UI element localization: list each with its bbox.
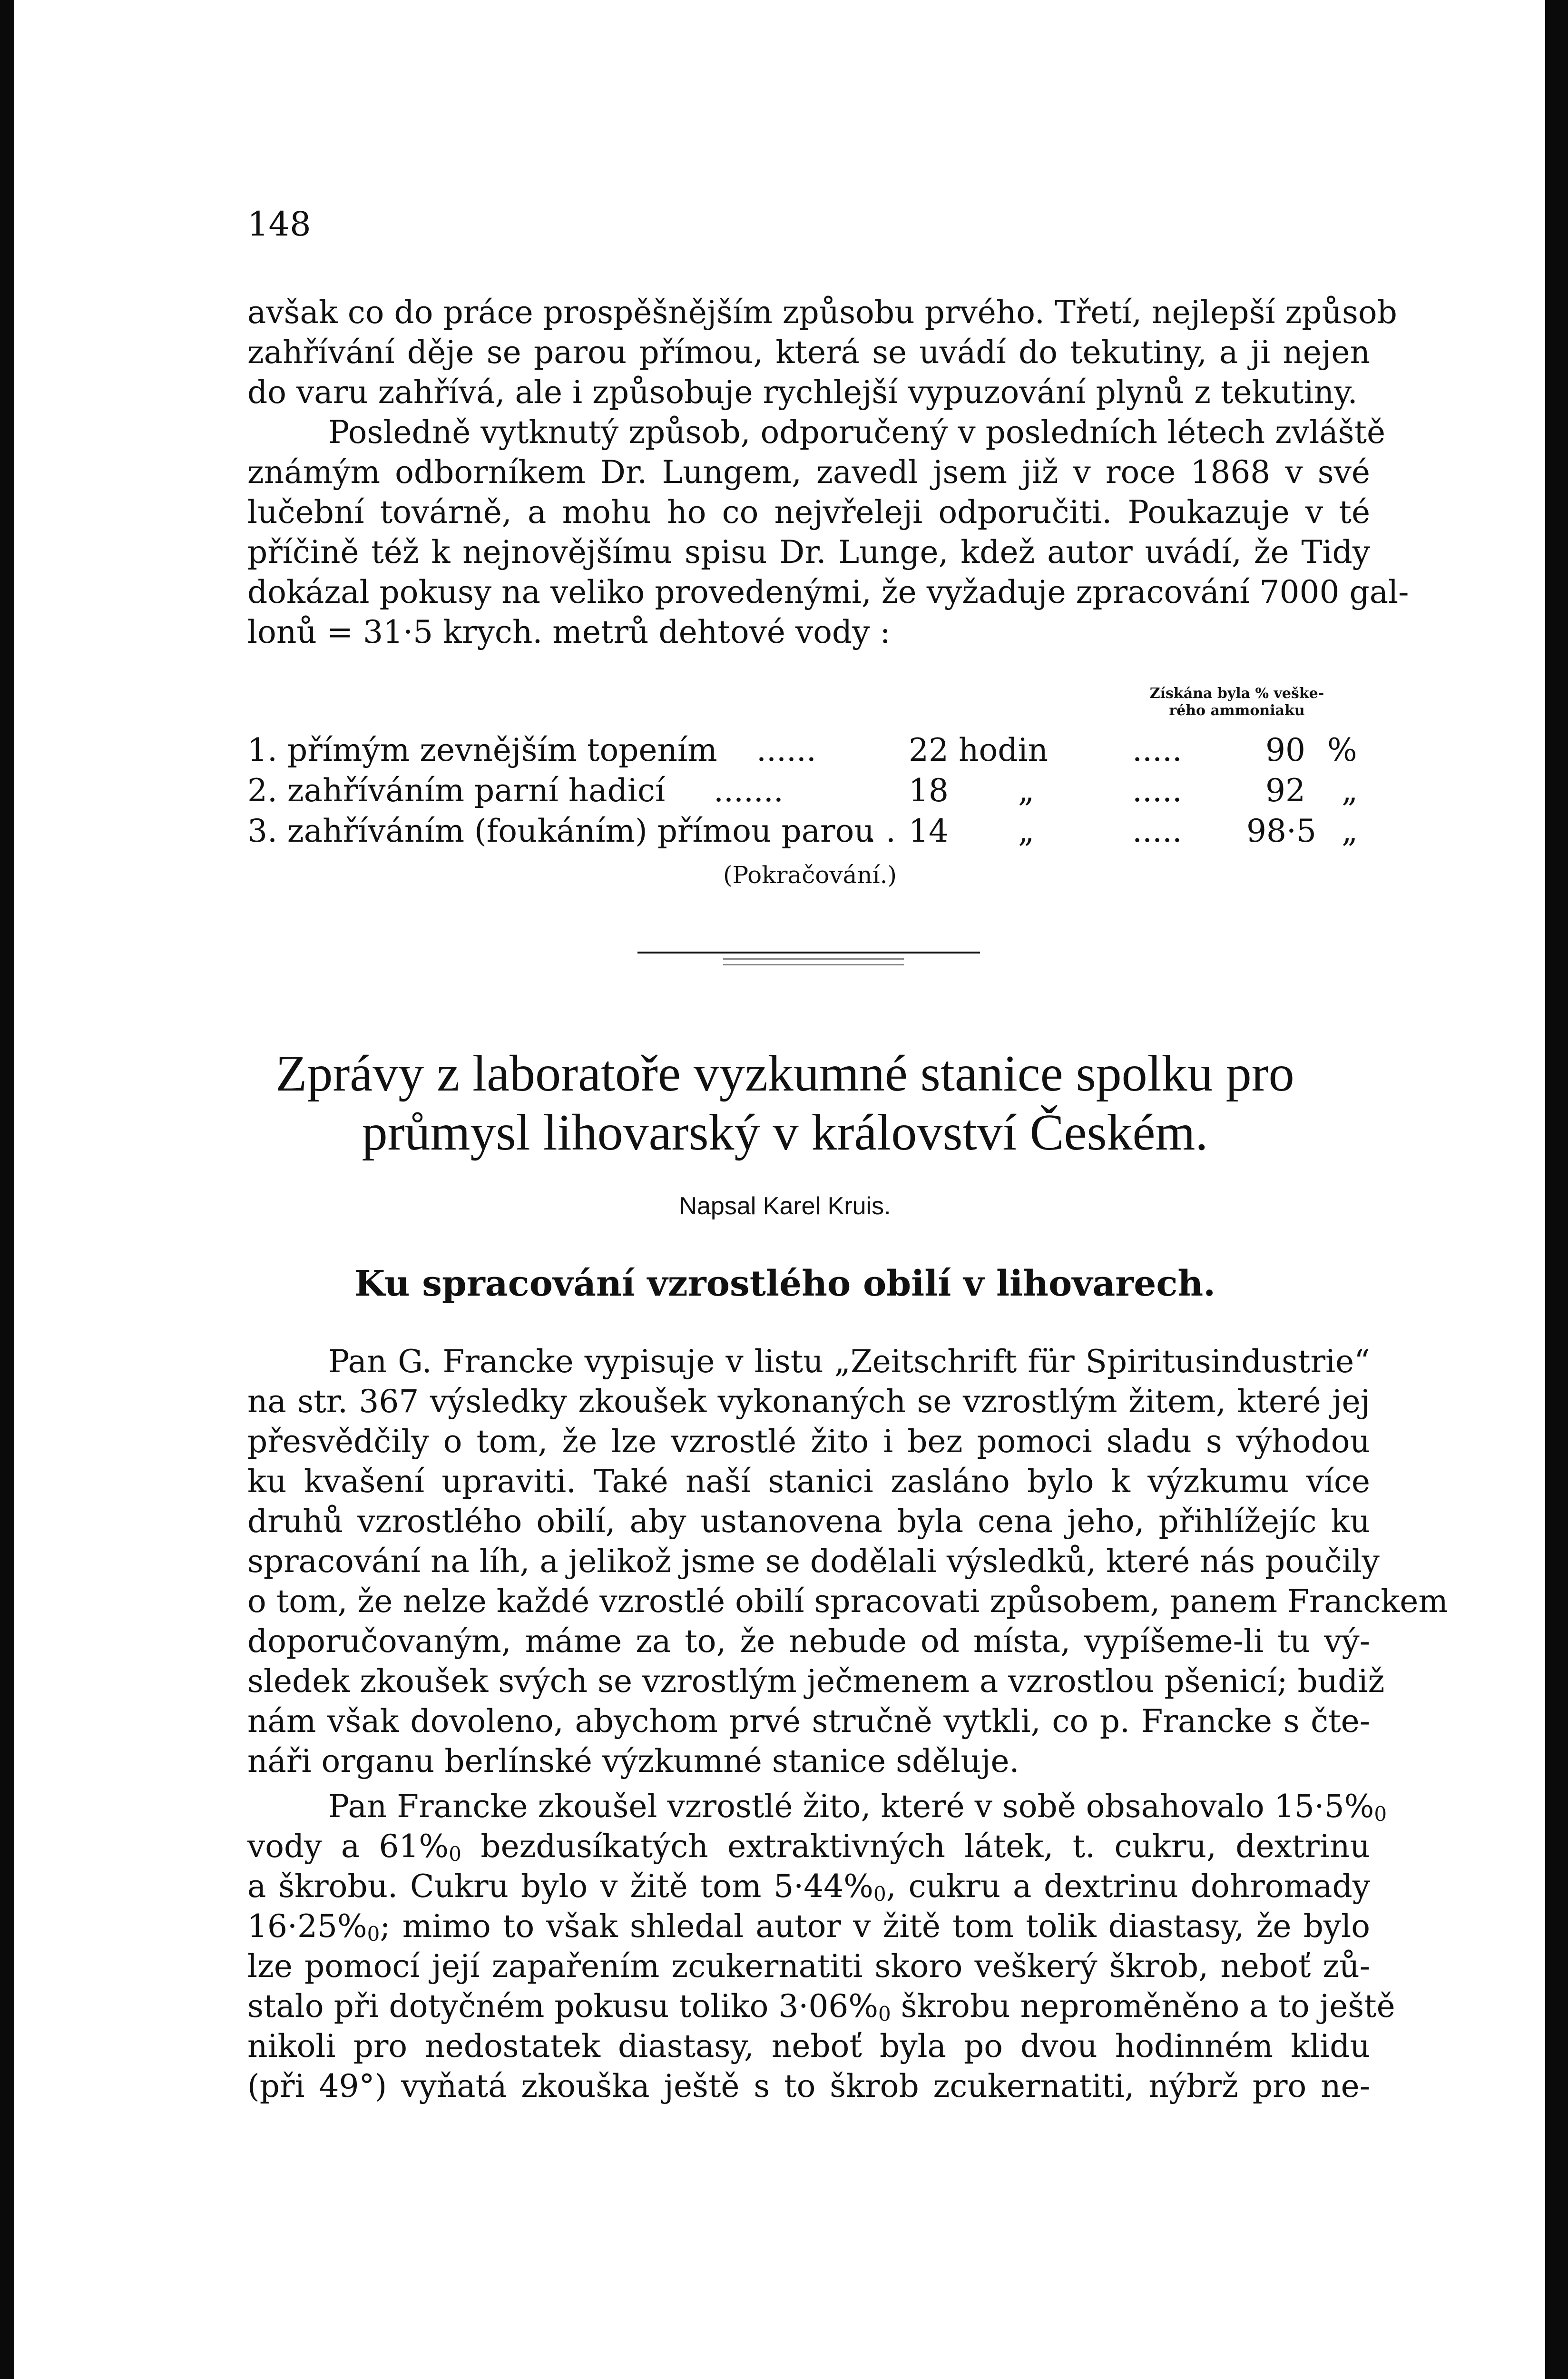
scan-edge-left [0,0,14,2379]
table-column-header [1104,685,1370,719]
text-line: do varu zahřívá, ale i způsobuje rychlejší vypuzování plynů z tekutiny. [247,374,1358,411]
table-row [247,771,1370,811]
row-unit: „ [1342,813,1358,849]
article-paragraph-2 [247,1787,1395,2106]
text-line: přesvědčily o tom, že lze vzrostlé žito i bez pomoci sladu s výhodou [247,1423,1370,1460]
subscript: 0 [878,2002,891,2025]
text-segment: ; mimo to však shledal autor v žitě tom tolik diastasy, že bylo [380,1908,1370,1945]
continuation-paragraph [247,293,1397,413]
text-line: o tom, že nelze každé vzrostlé obilí spracovati způsobem, panem Franckem [247,1583,1448,1620]
article-author: Napsal Karel Kruis. [679,1192,891,1220]
text-line: Pan G. Francke vypisuje v listu „Zeitschrift für Spiritusindustrie“ [328,1343,1370,1380]
article-title-line: Zprávy z laboratoře vyzkumné stanice spolku pro [275,1045,1294,1102]
table-row [247,811,1370,851]
text-line: na str. 367 výsledky zkoušek vykonaných se vzrostlým žitem, které jej [247,1383,1370,1420]
row-leader: ...... [756,732,816,768]
article-title-line: průmysl lihovarský v království Českém. [362,1104,1208,1161]
row-ditto: „ [1018,772,1035,809]
text-segment: 16·25% [247,1908,367,1945]
subscript: 0 [449,1842,461,1866]
text-segment: bezdusíkatých extraktivných látek, t. cukru, dextrinu [461,1828,1370,1865]
text-line: známým odborníkem Dr. Lungem, zavedl jsem již v roce 1868 v své [247,454,1370,491]
text-line: (při 49°) vyňatá zkouška ještě s to škrob zcukernatiti, nýbrž pro ne- [247,2068,1370,2104]
text-line: nám však dovoleno, abychom prvé stručně vytkli, co p. Francke s čte- [247,1703,1370,1740]
row-leader: ..... [1132,772,1182,809]
article-subtitle: Ku spracování vzrostlého obilí v lihovarech. [354,1263,1215,1304]
row-value: 90 [1265,732,1305,768]
row-label: 3. zahříváním (foukáním) přímou parou [247,813,874,849]
text-segment: Pan Francke zkoušel vzrostlé žito, které v sobě obsahovalo 15·5% [328,1788,1374,1825]
scan-edge-right [1545,0,1568,2379]
row-hours: 14 [909,813,949,849]
row-label: 1. přímým zevnějším topením [247,732,717,768]
text-line: lučební továrně, a mohu ho co nejvřeleji odporučiti. Poukazuje v té [247,494,1370,531]
table-header-line: rého ammoniaku [1169,702,1305,719]
text-line: druhů vzrostlého obilí, aby ustanovena byla cena jeho, přihlížejíc ku [247,1503,1370,1540]
separator-rule [637,952,980,954]
text-line: náři organu berlínské výzkumné stanice sděluje. [247,1743,1019,1779]
text-line: lonů = 31·5 krych. metrů dehtové vody : [247,614,891,650]
row-value: 98·5 [1246,813,1316,849]
row-unit: „ [1342,772,1358,809]
row-ditto: „ [1018,813,1035,849]
table-header-line: Získána byla % veške- [1149,685,1324,702]
row-leader: ..... [1132,813,1182,849]
text-line: Posledně vytknutý způsob, odporučený v posledních létech zvláště [328,414,1386,451]
text-segment: a škrobu. Cukru bylo v žitě tom 5·44% [247,1868,873,1905]
article-title [190,1044,1380,1162]
page-number: 148 [247,205,311,244]
text-line: spracování na líh, a jelikož jsme se dodělali výsledků, které nás poučily [247,1543,1380,1580]
row-leader: . . [866,813,896,849]
row-hours: 18 [909,772,949,809]
text-line: nikoli pro nedostatek diastasy, neboť byla po dvou hodinném klidu [247,2028,1370,2064]
text-segment: stalo při dotyčném pokusu toliko 3·06% [247,1988,879,2025]
table-row [247,730,1370,770]
text-line: dokázal pokusy na veliko provedenými, že vyžaduje zpracování 7000 gal- [247,574,1409,610]
row-leader: ..... [1132,732,1182,768]
text-line: zahřívání děje se parou přímou, která se uvádí do tekutiny, a ji nejen [247,334,1370,371]
separator-rule-thin [723,958,904,960]
text-line: doporučovaným, máme za to, že nebude od místa, vypíšeme-li tu vý- [247,1623,1370,1660]
subscript: 0 [873,1882,886,1906]
text-line [247,1986,1395,2026]
text-line: příčině též k nejnovějšímu spisu Dr. Lunge, kdež autor uvádí, že Tidy [247,534,1370,570]
article-paragraph-1 [247,1342,1448,1781]
continued-note: (Pokračování.) [723,861,897,889]
text-line [247,1907,1370,1946]
row-label: 2. zahříváním parní hadicí [247,772,666,809]
text-line: sledek zkoušek svých se vzrostlým ječmenem a vzrostlou pšenicí; budiž [247,1663,1385,1700]
row-value: 92 [1265,772,1305,809]
subscript: 0 [1374,1802,1387,1826]
subscript: 0 [367,1922,380,1946]
text-line [247,1787,1387,1827]
row-leader: ....... [714,772,784,809]
text-segment: škrobu neproměněno a to ještě [891,1988,1395,2025]
text-line: avšak co do práce prospěšnějším způsobu prvého. Třetí, nejlepší způsob [247,294,1397,331]
text-line: ku kvašení upraviti. Také naší stanici zasláno bylo k výzkumu více [247,1463,1370,1500]
text-line: lze pomocí její zapařením zcukernatiti skoro veškerý škrob, neboť zů- [247,1948,1370,1985]
row-hours: 22 hodin [909,732,1049,768]
text-segment: vody a 61% [247,1828,449,1865]
lunge-paragraph [247,413,1409,652]
row-unit: % [1327,732,1357,768]
separator-rule-thin [723,964,904,965]
text-segment: , cukru a dextrinu dohromady [886,1868,1370,1905]
text-line [247,1827,1370,1867]
text-line [247,1867,1370,1907]
